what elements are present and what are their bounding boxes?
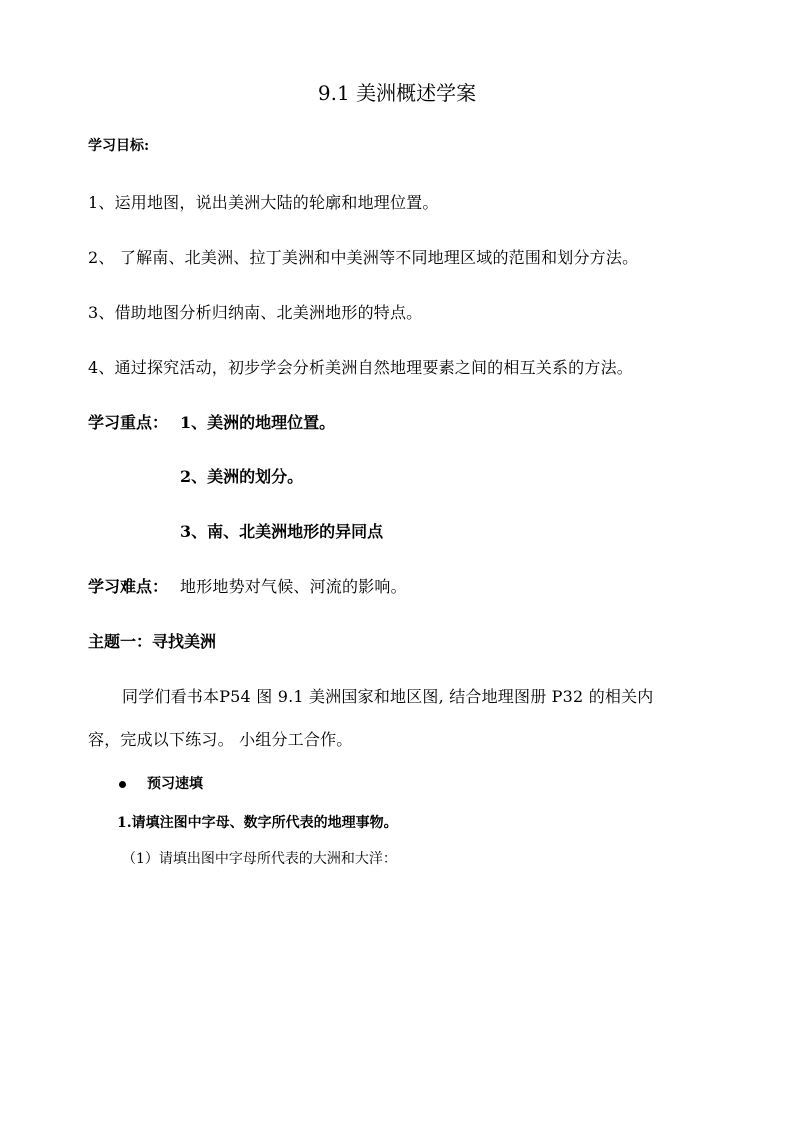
difficulty-label: 学习难点：	[88, 577, 169, 596]
key-points-label: 学习重点：	[88, 413, 169, 432]
section-bullet-label: 预习速填	[147, 776, 203, 792]
intro-paragraph-line-2: 容，完成以下练习。 小组分工合作。	[88, 730, 353, 749]
objective-item-3: 3、借助地图分析归纳南、北美洲地形的特点。	[88, 303, 423, 322]
question-1: 1.请填注图中字母、数字所代表的地理事物。	[117, 815, 398, 831]
topic-heading: 主题一：寻找美洲	[88, 632, 217, 651]
objectives-heading: 学习目标:	[88, 138, 150, 154]
objective-item-4: 4、通过探究活动，初步学会分析美洲自然地理要素之间的相互关系的方法。	[88, 358, 633, 377]
objective-item-2: 2、 了解南、北美洲、拉丁美洲和中美洲等不同地理区域的范围和划分方法。	[88, 248, 639, 267]
difficulty-text: 地形地势对气候、河流的影响。	[180, 577, 407, 596]
key-point-item-2: 2、美洲的划分。	[180, 467, 304, 486]
objective-item-1: 1、运用地图，说出美洲大陆的轮廓和地理位置。	[88, 193, 439, 212]
key-point-item-1: 1、美洲的地理位置。	[180, 413, 336, 432]
intro-paragraph-line-1: 同学们看书本P54 图 9.1 美洲国家和地区图, 结合地理图册 P32 的相关内	[122, 687, 654, 706]
document-title: 9.1 美洲概述学案	[317, 81, 477, 105]
key-point-item-3: 3、南、北美洲地形的异同点	[180, 522, 384, 541]
question-1-1: （1）请填出图中字母所代表的大洲和大洋：	[122, 851, 397, 867]
bullet-icon	[119, 781, 126, 788]
